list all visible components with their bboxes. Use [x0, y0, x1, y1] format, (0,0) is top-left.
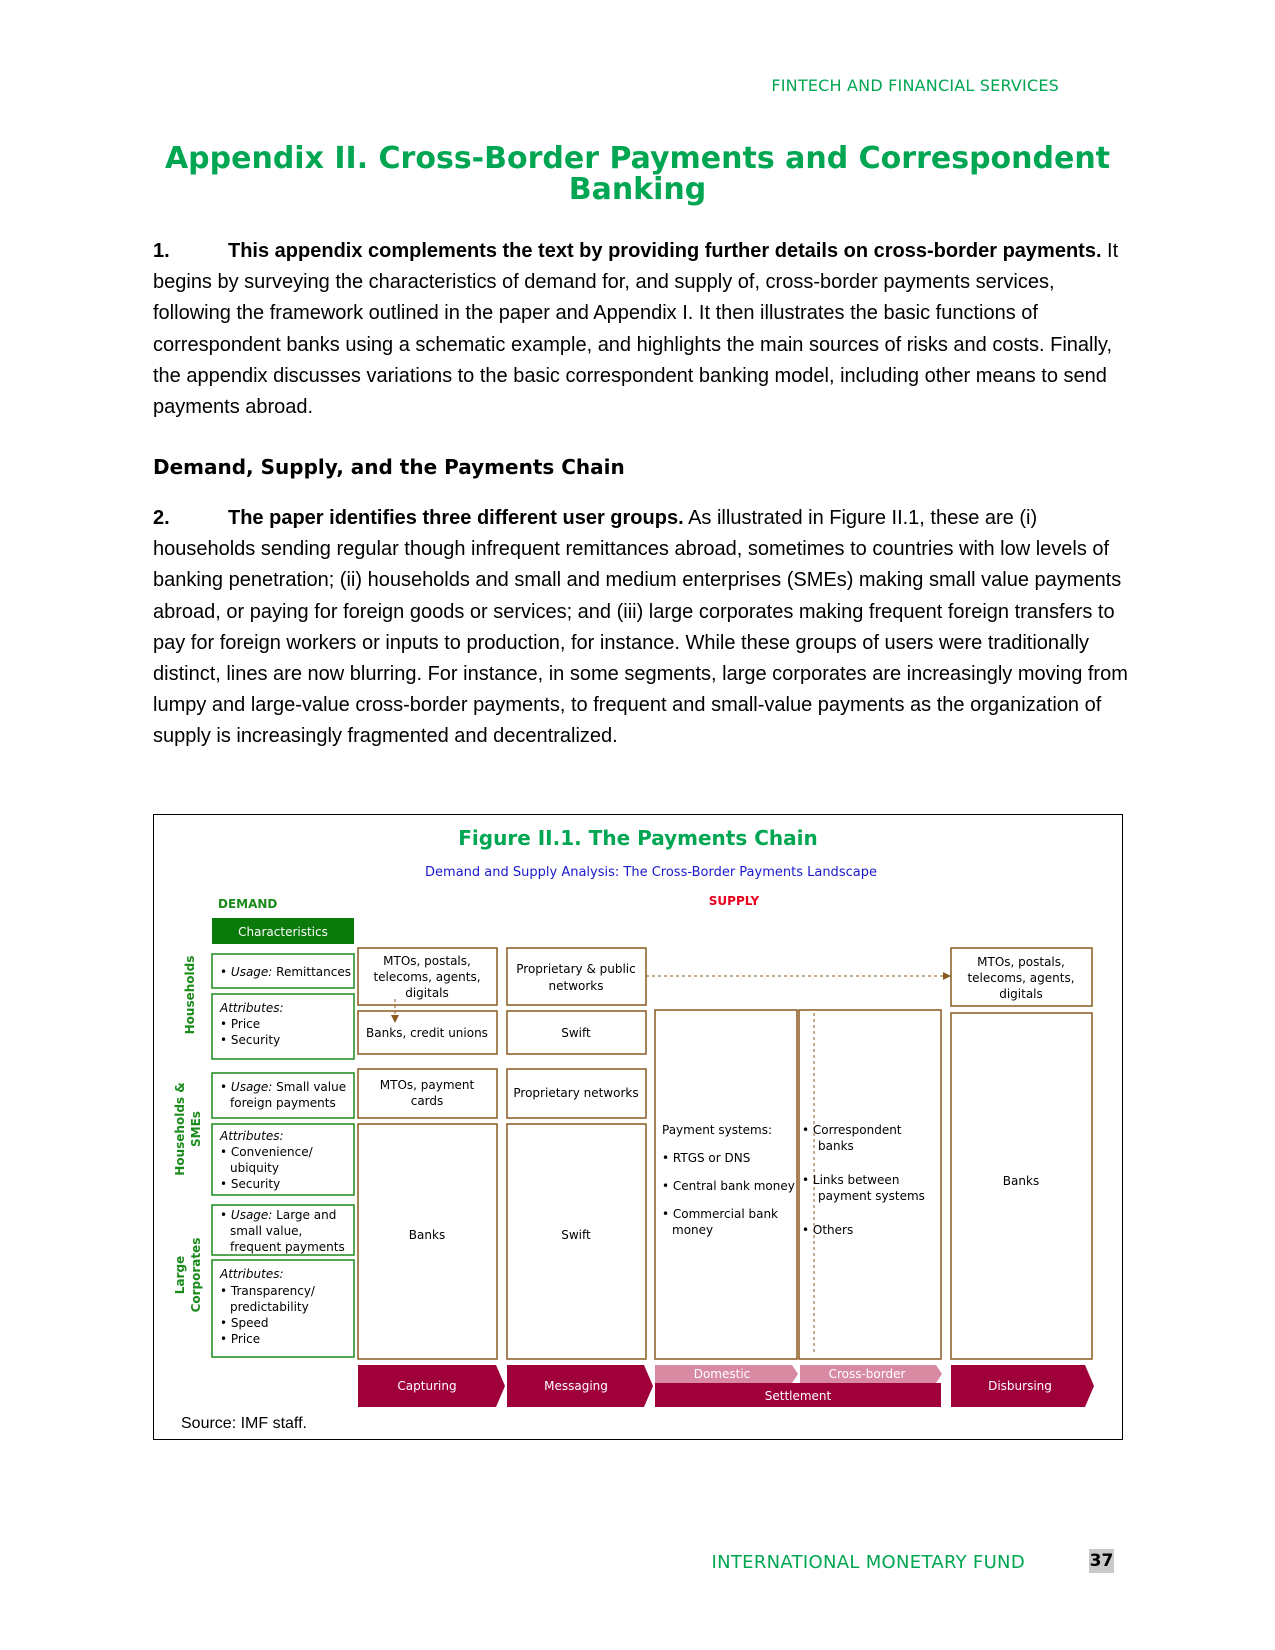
cap-mto-2: telecoms, agents,	[373, 970, 481, 984]
chain-disbursing-label: Disbursing	[988, 1379, 1052, 1393]
paragraph-1	[153, 236, 1128, 423]
set-left-3: • Central bank money	[662, 1179, 795, 1193]
paragraph-1-body: It begins by surveying the characteristics of demand for, and supply of, cross-border payments services, following the framework outlined in the paper and Appendix I. It then illustrates the basic functions of correspondent banks using a schematic example, and highlights the main sources of risks and costs. Finally, the appendix discusses variations to the basic correspondent banking model, including other means to send payments abroad.	[153, 240, 1119, 419]
set-left-2: • RTGS or DNS	[662, 1151, 751, 1165]
sme-attr-1: • Convenience/	[220, 1145, 313, 1159]
figure-title: Figure II.1. The Payments Chain	[458, 826, 818, 850]
sme-attributes-title: Attributes:	[220, 1129, 284, 1143]
paragraph-2-body: As illustrated in Figure II.1, these are (i) households sending regular though infrequent remittances abroad, sometimes to countries with low levels of banking penetration; (ii) households and small and medium enterprises (SMEs) making small value payments abroad, or paying for foreign goods or services; and (iii) large corporates making frequent foreign transfers to pay for foreign workers or inputs to production, for instance. While these groups of users were traditionally distinct, lines are now blurring. For instance, in some segments, large corporates are increasingly moving from lumpy and large-value cross-border payments, to frequent and small-value payments as the organization of supply is increasingly fragmented and decentralized.	[153, 507, 1128, 748]
disb-mto-2: telecoms, agents,	[967, 971, 1075, 985]
disb-mto-3: digitals	[999, 987, 1043, 1001]
paragraph-2-lead: The paper identifies three different user groups.	[228, 507, 684, 529]
set-right-1: • Correspondent	[802, 1123, 902, 1137]
lc-attr-2: predictability	[230, 1300, 309, 1314]
page-number: 37	[1089, 1551, 1114, 1571]
paragraph-1-number: 1.	[153, 240, 170, 262]
hh-attr-security: • Security	[220, 1033, 281, 1047]
cap-mto-cards-1: MTOs, payment	[379, 1078, 475, 1092]
group-label-large-corporates-1: Large	[173, 1255, 187, 1295]
lc-attr-4: • Price	[220, 1332, 261, 1346]
disb-mto-1: MTOs, postals,	[977, 955, 1065, 969]
figure-diagram	[154, 815, 1122, 1439]
sme-usage-text: • Usage: Small value	[220, 1080, 347, 1094]
lc-attr-3: • Speed	[220, 1316, 269, 1330]
disb-banks: Banks	[1002, 1174, 1040, 1188]
cap-mto-1: MTOs, postals,	[383, 954, 471, 968]
set-right-5: • Others	[802, 1223, 854, 1237]
lc-attr-1: • Transparency/	[220, 1284, 315, 1298]
demand-label: DEMAND	[218, 897, 278, 911]
hh-usage-text: • Usage: Remittances	[220, 965, 351, 979]
group-label-households: Households	[183, 955, 197, 1035]
msg-swift2: Swift	[561, 1228, 591, 1242]
set-right-3: • Links between	[802, 1173, 900, 1187]
paragraph-1-lead: This appendix complements the text by providing further details on cross-border payments.	[228, 240, 1102, 262]
set-right-2: banks	[818, 1139, 854, 1153]
chain-domestic-label: Domestic	[693, 1367, 751, 1381]
cap-mto-3: digitals	[405, 986, 449, 1000]
lc-usage-text-2: small value,	[230, 1224, 303, 1238]
chain-settlement-label: Settlement	[764, 1389, 832, 1403]
figure-source: Source: IMF staff.	[181, 1415, 307, 1432]
hh-attributes-title: Attributes:	[220, 1001, 284, 1015]
paragraph-2-number: 2.	[153, 507, 170, 529]
cap-mto-cards-2: cards	[410, 1094, 444, 1108]
messaging-prop-public-box	[507, 948, 646, 1005]
running-footer: INTERNATIONAL MONETARY FUND	[711, 1552, 1025, 1573]
figure-subtitle: Demand and Supply Analysis: The Cross-Border Payments Landscape	[425, 865, 877, 880]
sme-attr-3: • Security	[220, 1177, 281, 1191]
chain-crossborder-label: Cross-border	[828, 1367, 906, 1381]
msg-swift: Swift	[561, 1026, 591, 1040]
msg-prop-public-2: networks	[548, 979, 604, 993]
hh-attr-price: • Price	[220, 1017, 261, 1031]
cap-banks-cu: Banks, credit unions	[366, 1026, 488, 1040]
sme-usage-text-2: foreign payments	[230, 1096, 336, 1110]
msg-prop: Proprietary networks	[513, 1086, 639, 1100]
appendix-title: Appendix II. Cross-Border Payments and Correspondent Banking	[164, 141, 1111, 207]
paragraph-2	[153, 503, 1128, 753]
lc-attributes-title: Attributes:	[220, 1267, 284, 1281]
lc-usage-text: • Usage: Large and	[220, 1208, 337, 1222]
lc-usage-text-3: frequent payments	[230, 1240, 345, 1254]
msg-prop-public-1: Proprietary & public	[516, 962, 636, 976]
set-left-1: Payment systems:	[662, 1123, 773, 1137]
set-left-4: • Commercial bank	[662, 1207, 779, 1221]
sme-attr-2: ubiquity	[230, 1161, 279, 1175]
figure-payments-chain	[153, 814, 1123, 1440]
set-right-4: payment systems	[818, 1189, 925, 1203]
group-label-large-corporates-2: Corporates	[189, 1237, 203, 1313]
chain-capturing-label: Capturing	[397, 1379, 457, 1393]
section-subheading: Demand, Supply, and the Payments Chain	[153, 455, 625, 479]
cap-banks: Banks	[408, 1228, 446, 1242]
characteristics-label: Characteristics	[238, 925, 328, 939]
supply-label: SUPPLY	[708, 894, 760, 908]
chain-messaging-label: Messaging	[544, 1379, 608, 1393]
group-label-households-smes-2: SMEs	[189, 1111, 203, 1147]
group-label-households-smes-1: Households &	[173, 1082, 187, 1176]
set-left-5: money	[672, 1223, 714, 1237]
running-header: FINTECH AND FINANCIAL SERVICES	[771, 76, 1059, 95]
